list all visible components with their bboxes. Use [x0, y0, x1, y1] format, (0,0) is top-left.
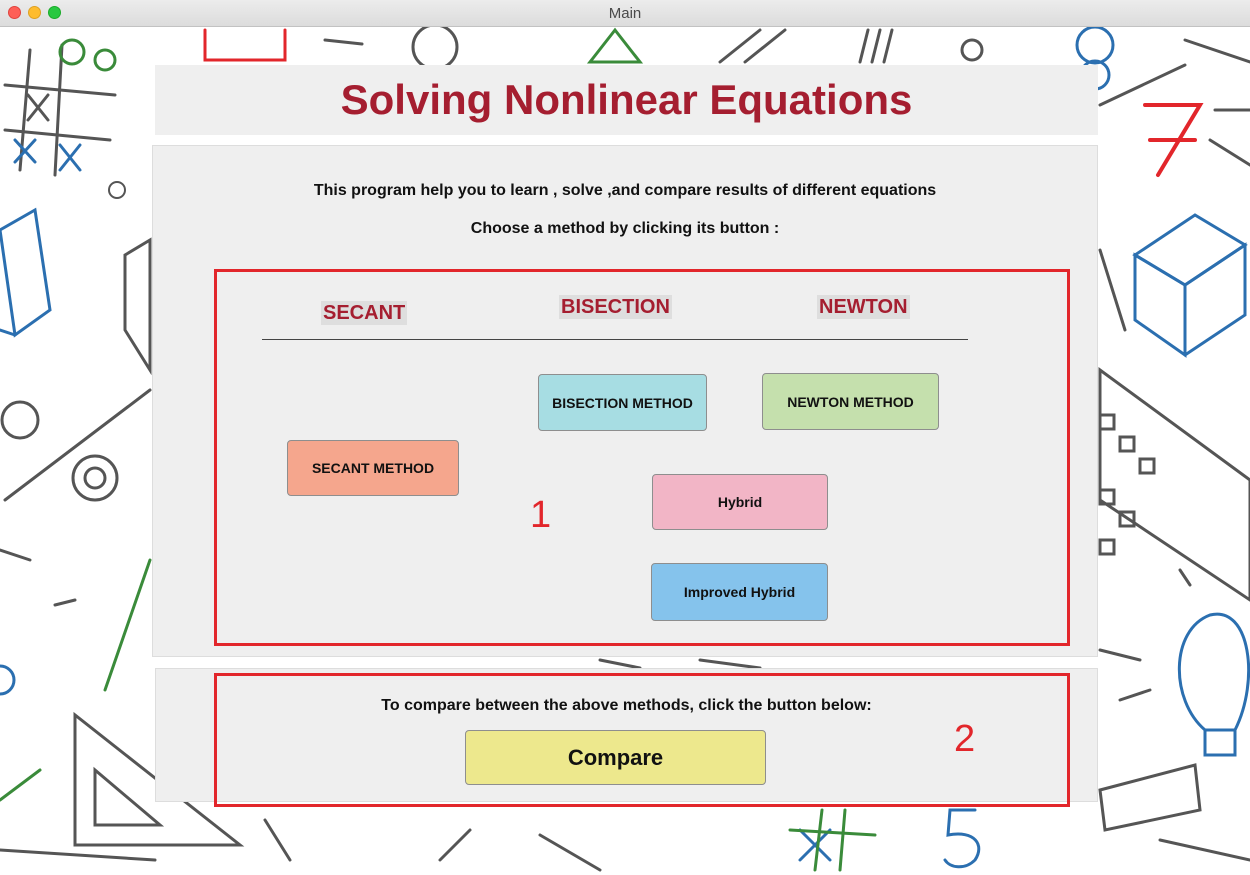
compare-button[interactable]: Compare: [465, 730, 766, 785]
improved-hybrid-method-button[interactable]: Improved Hybrid: [651, 563, 828, 621]
window-title: Main: [608, 5, 642, 22]
window-titlebar: [0, 0, 1250, 27]
bisection-method-button[interactable]: BISECTION METHOD: [538, 374, 707, 431]
header-divider: [262, 339, 968, 340]
hybrid-method-button[interactable]: Hybrid: [652, 474, 828, 530]
region-1-marker: 1: [530, 494, 552, 536]
region-2-marker: 2: [954, 718, 976, 760]
secant-method-button[interactable]: SECANT METHOD: [287, 440, 459, 496]
newton-header: NEWTON: [819, 296, 908, 318]
newton-method-button[interactable]: NEWTON METHOD: [762, 373, 939, 430]
program-description: This program help you to learn , solve ,and compare results of different equations: [313, 182, 937, 199]
compare-prompt: To compare between the above methods, click the button below:: [381, 697, 872, 714]
secant-header: SECANT: [323, 302, 406, 324]
app-title: Solving Nonlinear Equations: [340, 76, 913, 123]
bisection-header: BISECTION: [561, 296, 670, 318]
choose-method-instruction: Choose a method by clicking its button :: [470, 220, 780, 237]
